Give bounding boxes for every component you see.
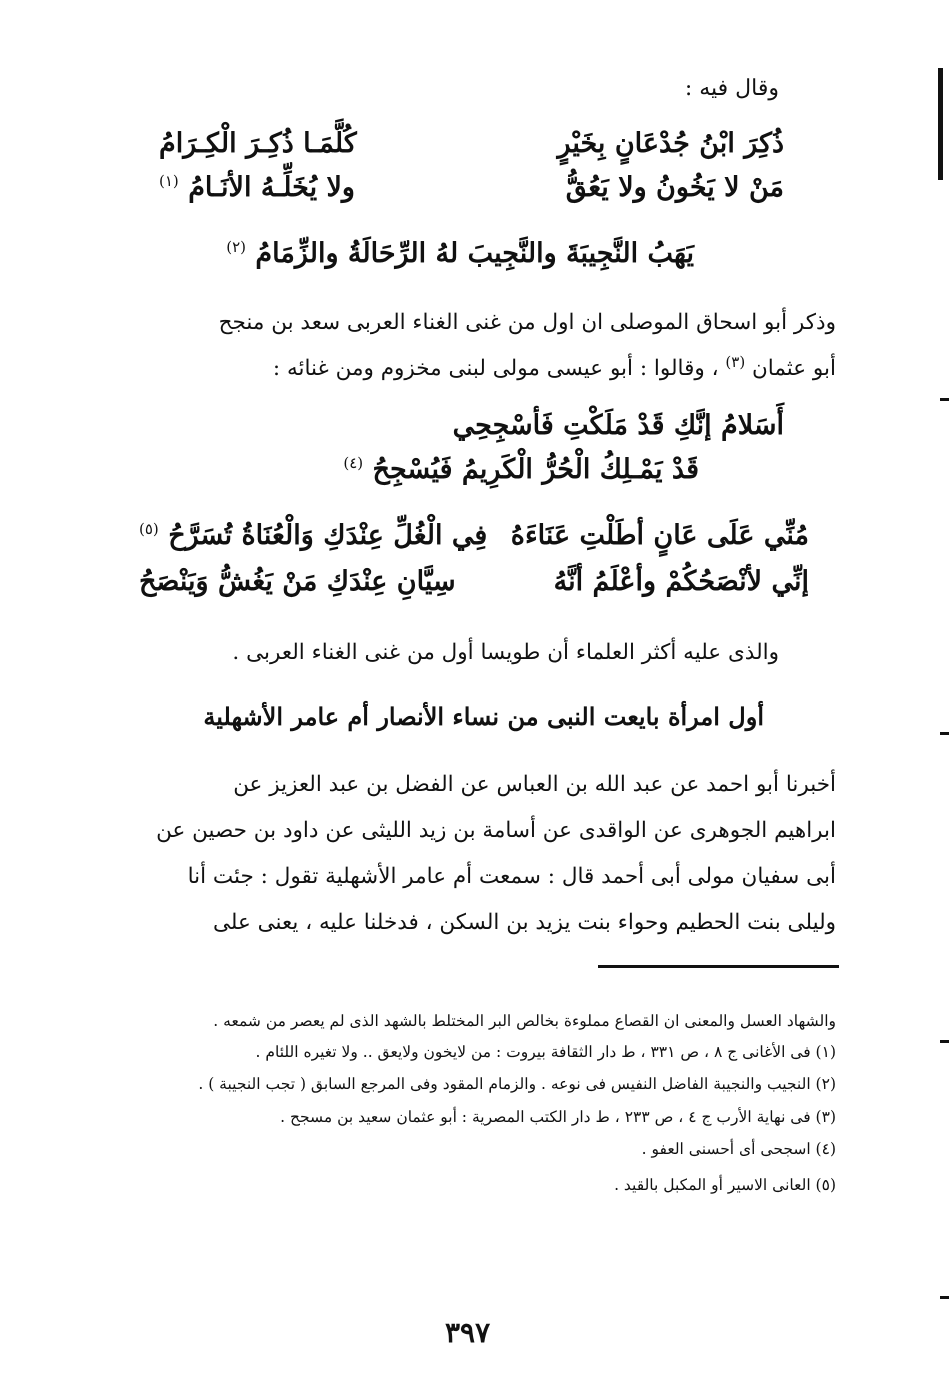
verse4-line1-left: فِي الْغُلِّ عِنْدَكِ وَالْعُنَاةُ تُسَرَّحُ [168,520,488,551]
footnote-1: (١) فى الأغانى ج ٨ ، ص ٣٣١ ، ط دار الثقافة بيروت : من لايخون ولايعق .. ولا تغيره اللئام . [255,1043,836,1061]
verse4-line2 [139,566,809,606]
verse4-line2-left: سِيَّانِ عِنْدَكِ مَنْ يَغُشُّ وَيَنْصَحُ [139,566,456,597]
paragraph2: والذى عليه أكثر العلماء أن طويسا أول من غنى الغناء العربى . [232,640,779,665]
paragraph1-line1: وذكر أبو اسحاق الموصلى ان اول من غنى الغناء العربى سعد بن منجح [218,310,836,335]
footnote-ref-2[interactable]: (٢) [226,238,247,256]
footnote-2: (٢) النجيب والنجيبة الفاضل النفيس فى نوعه . والزمام المقود وفى المرجع السابق ( تجب النجيبة ) . [198,1075,836,1093]
binding-edge-mark [938,68,943,180]
footnote-ref-1[interactable]: (١) [159,172,179,190]
footnote-5: (٥) العانى الاسير أو المكبل بالقيد . [614,1176,836,1194]
verse2-text: يَهَبُ النَّجِيبَةَ والنَّجِيبَ لهُ الرِّحَالَةُ والزِّمَامُ [255,238,694,269]
verse3-line1: أَسَلامُ إنَّكِ قَدْ مَلَكْتِ فَأسْجِحِي [452,410,784,441]
paragraph3-line4: وليلى بنت الحطيم وحواء بنت يزيد بن السكن ، فدخلنا عليه ، يعنى على [212,910,836,935]
footnote-3: (٣) فى نهاية الأرب ج ٤ ، ص ٢٣٣ ، ط دار الكتب المصرية : أبو عثمان سعيد بن مسجح . [280,1108,836,1126]
paragraph3-line3: أبى سفيان مولى أبى أحمد قال : سمعت أم عامر الأشهلية تقول : جئت أنا [187,864,836,889]
footnote-ref-5[interactable]: (٥) [139,520,159,538]
edge-tick [940,398,949,401]
verse4-line1 [139,520,809,560]
edge-tick [940,1296,949,1299]
verse3-line2 [343,454,699,485]
edge-tick [940,732,949,735]
verse4-line2-right: إنِّي لأنْصَحُكُمْ وأعْلَمُ أنَّهُ [553,566,809,597]
paragraph1-line2 [136,353,836,381]
footnote-ref-3[interactable]: (٣) [725,353,746,371]
footnote-separator [598,965,839,968]
footnote-ref-4[interactable]: (٤) [343,454,364,472]
intro-line: وقال فيه : [684,76,779,101]
paragraph1-line2-start: أبو عثمان [752,356,836,382]
paragraph1-line2-rest: ، وقالوا : أبو عيسى مولى لبنى مخزوم ومن غنائه : [272,356,719,382]
verse1-line2 [159,172,784,212]
footnote-4: (٤) اسجحى أى أحسنى العفو . [641,1140,836,1158]
paragraph3-line1: أخبرنا أبو احمد عن عبد الله بن العباس عن الفضل بن عبد العزيز عن [233,772,836,797]
verse2-line [226,238,694,269]
verse3-line2-text: قَدْ يَمْـلِكُ الْحُرُّ الْكَرِيمُ فَيُسْجِحُ [372,454,699,485]
paragraph3-line2: ابراهيم الجوهرى عن الواقدى عن أسامة بن زيد الليثى عن داود بن حصين عن [156,818,836,843]
verse1-line2-left-group [159,172,355,203]
section-heading: أول امرأة بايعت النبى من نساء الأنصار أم عامر الأشهلية [203,702,764,731]
page-number: ٣٩٧ [445,1316,491,1349]
verse4-line1-right: مُنِّي عَلَى عَانٍ أطَلْتِ عَنَاءَهُ [510,520,809,551]
verse1-line2-right: مَنْ لا يَخُونُ ولا يَعُقُّ [565,172,784,203]
verse4-line1-left-group [139,520,487,551]
footnote-continuation: والشهاد العسل والمعنى ان القصاع مملوءة بخالص البر المختلط بالشهد الذى لم يعصر من شمعه . [213,1012,836,1030]
verse1-line1-left: كُلَّمَـا ذُكِـرَ الْكِـرَامُ [159,128,357,159]
edge-tick [940,1040,949,1043]
verse1-line2-left: ولا يُخَلِّـهُ الأنَـامُ [188,172,355,203]
verse1-line1-right: ذُكِرَ ابْنُ جُدْعَانٍ بِخَيْرٍ [557,128,784,159]
verse1-line1 [159,128,784,168]
